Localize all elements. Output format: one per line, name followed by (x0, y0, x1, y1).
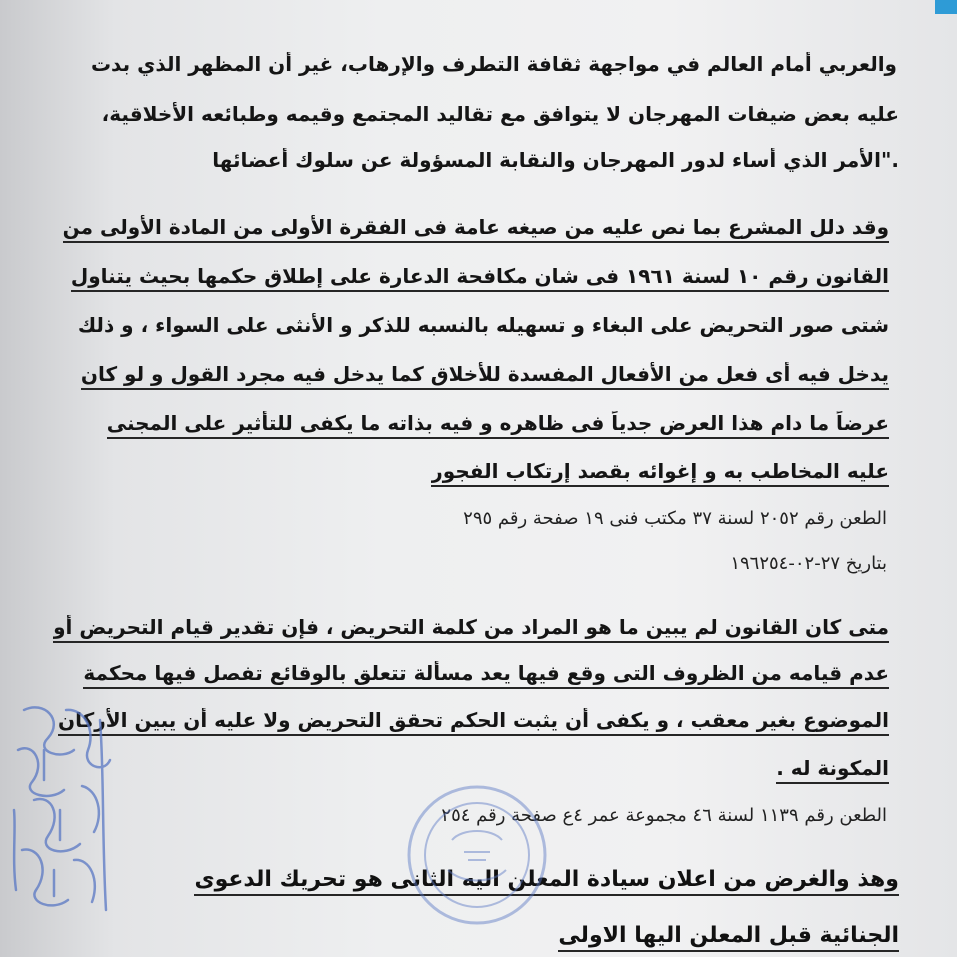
blue-tab-decoration (935, 0, 957, 14)
text-line-8: عرضاً ما دام هذا العرض جدياً فى ظاهره و فيه بذاته ما يكفى للتأثير على المجنى (107, 411, 889, 439)
citation-line-1: الطعن رقم ٢٠٥٢ لسنة ٣٧ مكتب فنى ١٩ صفحة رقم ٢٩٥ (463, 508, 887, 529)
stamp-left-margin (4, 690, 122, 930)
text-line-1: والعربي أمام العالم في مواجهة ثقافة التطرف والإرهاب، غير أن المظهر الذي بدت (90, 52, 897, 76)
text-line-18: الجنائية قبل المعلن اليها الاولى (558, 923, 899, 952)
text-line-4: وقد دلل المشرع بما نص عليه من صيغه عامة فى الفقرة الأولى من المادة الأولى من (63, 215, 889, 243)
text-line-7: يدخل فيه أى فعل من الأفعال المفسدة للأخلاق كما يدخل فيه مجرد القول و لو كان (81, 362, 889, 390)
text-line-17: وهذ والغرض من اعلان سيادة المعلن اليه الثانى هو تحريك الدعوى (194, 867, 899, 896)
citation-line-2: الطعن رقم ١١٣٩ لسنة ٤٦ مجموعة عمر ٤ع صفحة رقم ٢٥٤ (441, 805, 887, 826)
text-line-15: المكونة له . (776, 756, 889, 784)
citation-date-line: بتاريخ ٢٧-٠٢-١٩٦٢٥٤ (730, 553, 887, 574)
text-line-6: شتى صور التحريض على البغاء و تسهيله بالنسبه للذكر و الأنثى على السواء ، و ذلك (77, 313, 889, 337)
text-line-14: الموضوع بغير معقب ، و يكفى أن يثبت الحكم تحقق التحريض ولا عليه أن يبين الأركان (58, 708, 889, 736)
text-line-2: عليه بعض ضيفات المهرجان لا يتوافق مع تقاليد المجتمع وقيمه وطبائعه الأخلاقية، (101, 102, 899, 126)
text-line-13: عدم قيامه من الظروف التى وقع فيها يعد مسألة تتعلق بالوقائع تفصل فيها محكمة (83, 661, 889, 689)
text-line-9: عليه المخاطب به و إغوائه بقصد إرتكاب الفجور (431, 459, 889, 487)
text-line-5: القانون رقم ١٠ لسنة ١٩٦١ فى شان مكافحة الدعارة على إطلاق حكمها بحيث يتناول (71, 264, 889, 292)
stamp-round-seal (402, 780, 552, 930)
text-line-12: متى كان القانون لم يبين ما هو المراد من كلمة التحريض ، فإن تقدير قيام التحريض أو (53, 615, 889, 643)
text-line-3: ."الأمر الذي أساء لدور المهرجان والنقابة المسؤولة عن سلوك أعضائها (212, 148, 899, 172)
